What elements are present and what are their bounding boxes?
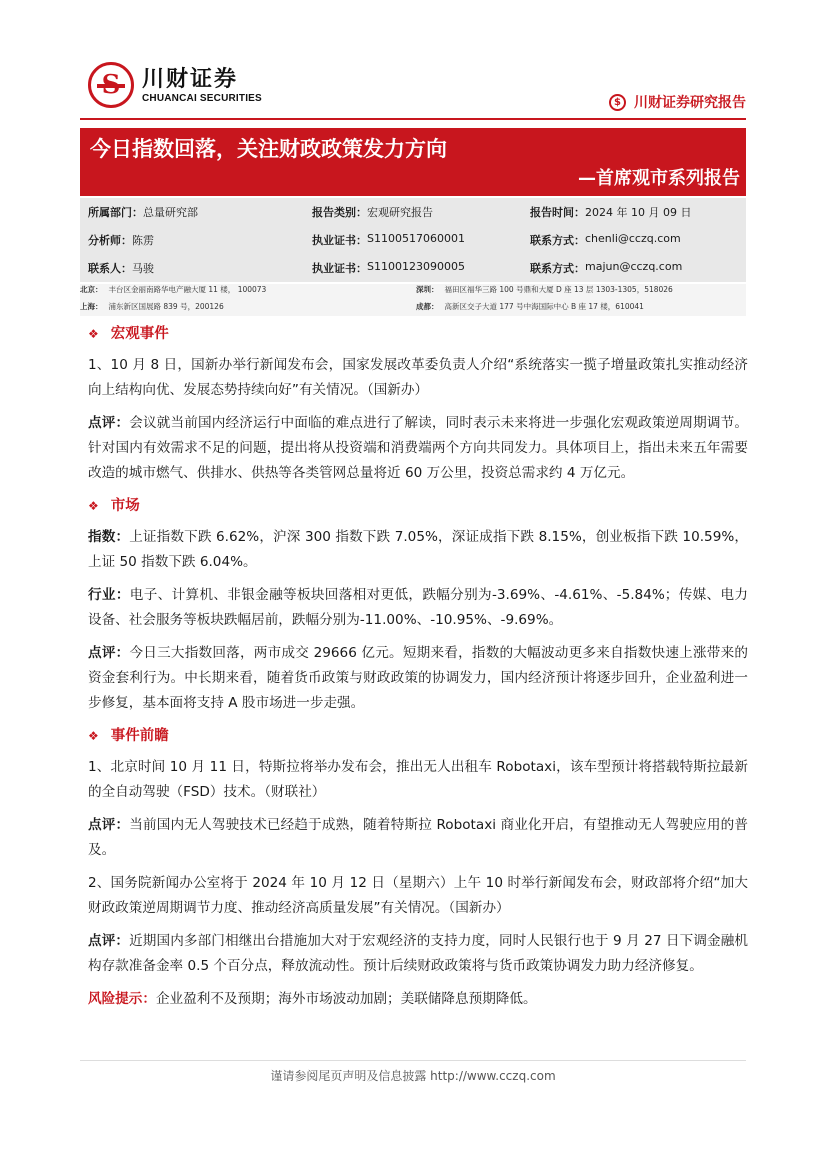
diamond-bullet-icon: ❖ bbox=[88, 327, 99, 341]
logo-chinese-name: 川财证券 bbox=[142, 66, 239, 92]
logo-emblem-icon bbox=[88, 62, 134, 108]
comment-paragraph: 点评：当前国内无人驾驶技术已经趋于成熟，随着特斯拉 Robotaxi 商业化开启，有望推动无人驾驶应用的普及。 bbox=[88, 817, 749, 858]
certificate-value: S1100517060001 bbox=[367, 232, 465, 245]
company-logo bbox=[88, 62, 262, 108]
section-heading: ❖ 宏观事件 bbox=[88, 322, 748, 347]
report-body bbox=[88, 322, 748, 1020]
contact-person-value: 马骏 bbox=[132, 262, 154, 275]
report-series-label: 川财证券研究报告 bbox=[634, 95, 746, 111]
index-paragraph: 指数：上证指数下跌 6.62%，沪深 300 指数下跌 7.05%，深证成指下跌 8.15%，创业板指下跌 10.59%，上证 50 指数下跌 6.04%。 bbox=[88, 529, 748, 570]
report-series-tag bbox=[609, 92, 746, 112]
report-title: 今日指数回落，关注财政政策发力方向 bbox=[90, 137, 447, 161]
paragraph: 2、国务院新闻办公室将于 2024 年 10 月 12 日（星期六）上午 10 时举行新闻发布会，财政部将介绍“加大财政政策逆周期调节力度、推动经济高质量发展”有关情况。（国新办） bbox=[88, 875, 748, 916]
department-value: 总量研究部 bbox=[143, 206, 198, 219]
section-heading: ❖ 市场 bbox=[88, 494, 748, 519]
comment-paragraph: 点评：会议就当前国内经济运行中面临的难点进行了解读，同时表示未来将进一步强化宏观政策逆周期调节。针对国内有效需求不足的问题，提出将从投资端和消费端两个方向共同发力。具体项目上，指出未来五年需要改造的城市燃气、供排水、供热等各类管网总量将近 60 万公里，投资总需求约 4 万亿元。 bbox=[88, 415, 749, 481]
logo-english-name: CHUANCAI SECURITIES bbox=[142, 92, 262, 104]
certificate-value: S1100123090005 bbox=[367, 260, 465, 273]
office-addresses: 北京： 丰台区金丽南路华电产融大厦 11 楼， 100073 深圳： 福田区福华三路 100 号鼎和大厦 D 座 13 层 1303-1305，518026 上海： 浦东新区国展路 839 号，200126 成都： 高新区交子大道 177 号中海国际中心 B 座 17 楼，610041 bbox=[80, 284, 746, 316]
risk-warning: 风险提示：企业盈利不及预期；海外市场波动加剧；美联储降息预期降低。 bbox=[88, 991, 537, 1007]
comment-paragraph: 点评：近期国内多部门相继出台措施加大对于宏观经济的支持力度，同时人民银行也于 9 月 27 日下调金融机构存款准备金率 0.5 个百分点，释放流动性。预计后续财政政策将与货币政策协调发力助力经济修复。 bbox=[88, 933, 749, 974]
email-link[interactable]: chenli@cczq.com bbox=[585, 232, 681, 245]
section-heading: ❖ 事件前瞻 bbox=[88, 724, 748, 749]
report-info-block: 所属部门： 总量研究部 报告类别： 宏观研究报告 报告时间： 2024 年 10 月 09 日 分析师： 陈雳 执业证书： S1100517060001 联系方式： chenli@cczq.com 联系人： 马骏 执业证书： S1100123090005 联系方式： majun@cczq.com bbox=[80, 198, 746, 282]
report-subtitle: —首席观市系列报告 bbox=[578, 168, 740, 189]
industry-paragraph: 行业：电子、计算机、非银金融等板块回落相对更低，跌幅分别为-3.69%、-4.61%、-5.84%；传媒、电力设备、社会服务等板块跌幅居前，跌幅分别为-11.00%、-10.95%、-9.69%。 bbox=[88, 587, 749, 628]
small-logo-icon: $ bbox=[609, 94, 626, 111]
report-type-value: 宏观研究报告 bbox=[367, 206, 433, 219]
comment-paragraph: 点评：今日三大指数回落，两市成交 29666 亿元。短期来看，指数的大幅波动更多来自指数快速上涨带来的资金套利行为。中长期来看，随着货币政策与财政政策的协调发力，国内经济预计将逐步回升，企业盈利进一步修复，基本面将支持 A 股市场进一步走强。 bbox=[88, 645, 748, 711]
diamond-bullet-icon: ❖ bbox=[88, 499, 99, 513]
paragraph: 1、10 月 8 日，国新办举行新闻发布会，国家发展改革委负责人介绍“系统落实一揽子增量政策扎实推动经济向上结构向优、发展态势持续向好”有关情况。（国新办） bbox=[88, 357, 748, 398]
paragraph: 1、北京时间 10 月 11 日，特斯拉将举办发布会，推出无人出租车 Robotaxi，该车型预计将搭载特斯拉最新的全自动驾驶（FSD）技术。（财联社） bbox=[88, 759, 748, 800]
email-link[interactable]: majun@cczq.com bbox=[585, 260, 683, 273]
page-footer: 谨请参阅尾页声明及信息披露 http://www.cczq.com bbox=[270, 1069, 556, 1083]
title-banner bbox=[80, 128, 746, 196]
diamond-bullet-icon: ❖ bbox=[88, 729, 99, 743]
report-date-value: 2024 年 10 月 09 日 bbox=[585, 206, 692, 219]
footer-divider bbox=[80, 1060, 746, 1061]
header-divider bbox=[80, 118, 746, 120]
analyst-value: 陈雳 bbox=[132, 234, 154, 247]
